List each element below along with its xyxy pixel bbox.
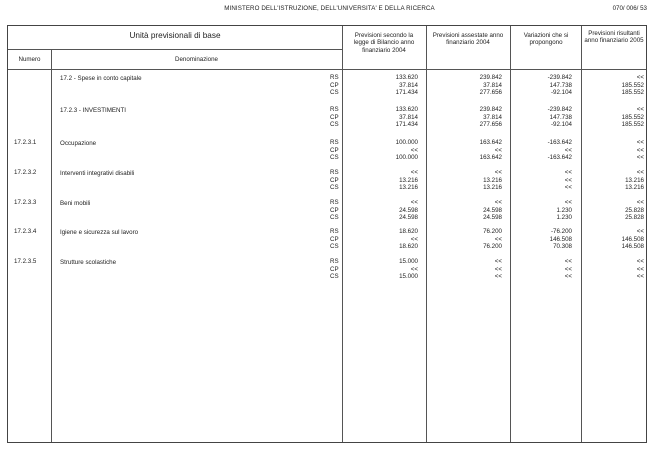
row-prev-assestate: 239.842 37.814 277.656 [479, 74, 502, 97]
row-prev-assestate: 76.200 << 76.200 [483, 228, 502, 251]
row-denominazione: 17.2.3 - INVESTIMENTI [60, 107, 127, 114]
header-subline [8, 49, 342, 50]
row-variazioni: -239.842 147.738 -92.104 [547, 106, 572, 129]
row-types: RS CP CS [330, 74, 339, 97]
row-numero: 17.2.3.3 [14, 199, 37, 206]
row-prev-assestate: 239.842 37.814 277.656 [479, 106, 502, 129]
row-prev-bilancio: 15.000 << 15.000 [399, 258, 418, 281]
row-prev-assestate: << 24.598 24.598 [483, 199, 502, 222]
row-prev-risultanti: << << << [636, 258, 644, 281]
row-variazioni: << << << [564, 169, 572, 192]
divider-numero [51, 49, 52, 442]
col-prev-risultanti-header: Previsioni risultanti anno finanziario 2005 [584, 30, 644, 45]
col-prev-bilancio-header: Previsioni secondo la legge di Bilancio anno finanziario 2004 [353, 32, 415, 54]
row-numero: 17.2.3.5 [14, 258, 37, 265]
row-variazioni: -239.842 147.738 -92.104 [547, 74, 572, 97]
row-types: RS CP CS [330, 106, 339, 129]
row-prev-bilancio: 133.620 37.814 171.434 [395, 74, 418, 97]
row-variazioni: << 1.230 1.230 [556, 199, 572, 222]
row-prev-assestate: << 13.216 13.216 [483, 169, 502, 192]
row-denominazione: 17.2 - Spese in conto capitale [60, 75, 142, 82]
row-prev-risultanti: << 146.508 146.508 [621, 228, 644, 251]
budget-table [7, 25, 647, 443]
col-denominazione-header: Denominazione [175, 56, 218, 63]
divider-col3 [510, 26, 511, 442]
row-variazioni: -163.642 << -163.642 [547, 139, 572, 162]
ministry-title: MINISTERO DELL'ISTRUZIONE, DELL'UNIVERSITA' E DELLA RICERCA [224, 5, 435, 12]
row-denominazione: Strutture scolastiche [60, 259, 117, 266]
row-types: RS CP CS [330, 199, 339, 222]
row-prev-assestate: << << << [494, 258, 502, 281]
col-prev-assestate-header: Previsioni assestate anno finanziario 2004 [432, 32, 504, 47]
row-prev-risultanti: << 185.552 185.552 [621, 74, 644, 97]
col-variazioni-header: Variazioni che si propongono [523, 32, 569, 47]
row-prev-bilancio: << 13.216 13.216 [399, 169, 418, 192]
row-types: RS CP CS [330, 169, 339, 192]
row-variazioni: << << << [564, 258, 572, 281]
row-prev-bilancio: 18.620 << 18.620 [399, 228, 418, 251]
row-numero: 17.2.3.4 [14, 228, 37, 235]
divider-col2 [426, 26, 427, 442]
row-numero: 17.2.3.1 [14, 139, 37, 146]
row-denominazione: Igiene e sicurezza sul lavoro [60, 229, 139, 236]
row-denominazione: Occupazione [60, 140, 97, 147]
row-prev-risultanti: << << << [636, 139, 644, 162]
row-prev-risultanti: << 13.216 13.216 [625, 169, 644, 192]
upb-header: Unità previsionali di base [129, 31, 221, 40]
page-code: 070/ 006/ 53 [612, 5, 647, 12]
row-prev-risultanti: << 185.552 185.552 [621, 106, 644, 129]
row-types: RS CP CS [330, 258, 339, 281]
row-prev-bilancio: 133.620 37.814 171.434 [395, 106, 418, 129]
row-types: RS CP CS [330, 228, 339, 251]
row-prev-bilancio: 100.000 << 100.000 [395, 139, 418, 162]
row-denominazione: Beni mobili [60, 200, 91, 207]
col-numero-header: Numero [18, 56, 41, 63]
divider-col4 [581, 26, 582, 442]
header-bottom-line [8, 69, 646, 70]
row-numero: 17.2.3.2 [14, 169, 37, 176]
row-prev-assestate: 163.642 << 163.642 [479, 139, 502, 162]
row-denominazione: Interventi integrativi disabili [60, 170, 135, 177]
row-types: RS CP CS [330, 139, 339, 162]
row-variazioni: -76.200 146.508 70.308 [549, 228, 572, 251]
row-prev-risultanti: << 25.828 25.828 [625, 199, 644, 222]
row-prev-bilancio: << 24.598 24.598 [399, 199, 418, 222]
